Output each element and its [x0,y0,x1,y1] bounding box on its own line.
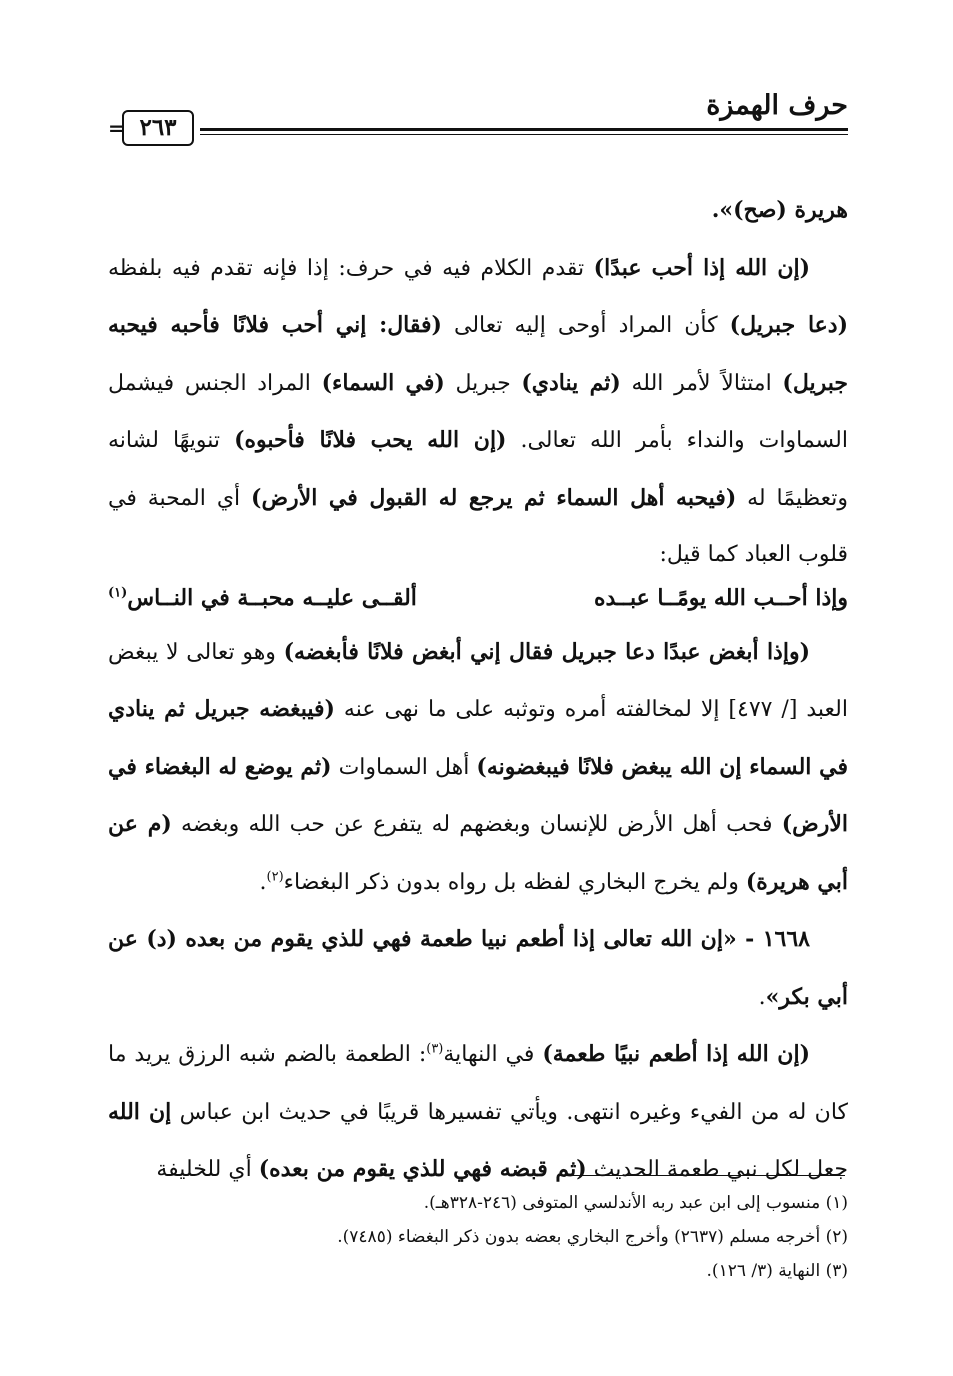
text-bold: (فقال: إني أحب فلانًا فأحبه فيحبه جبريل) [108,312,848,396]
footnote-1: (١) منسوب إلى ابن عبد ربه الأندلسي المتوفى (٢٤٦-٣٢٨هـ). [423,1193,848,1213]
text: : الطعمة بالضم شبه الرزق يريد ما كان له من الفيء وغيره انتهى. ويأتي تفسيرها قريبًا في حديث ابن عباس [108,1042,848,1125]
footnote-ref-3: (٣) [426,1041,444,1057]
text-bold: (إن الله يحب فلانًا فأحبوه) [234,427,507,453]
text: المراد الجنس فيشمل السماوات والنداء بأمر الله تعالى. [108,370,848,453]
text: أي المحبة في قلوب العباد كما قيل: [108,485,848,567]
text-bold: (ثم يوضع له البغضاء في الأرض) [108,753,848,837]
text-bold: إن الله [108,1098,172,1125]
text-bold: (في السماء) [321,369,445,396]
text-bold: (م عن أبي هريرة) [108,811,848,895]
page-number-tick: = [108,116,125,140]
text-bold: هريرة (صح)». [711,197,848,223]
text: أي للخليفة [156,1157,259,1182]
text: ولم يخرج البخاري لفظه بل رواه بدون ذكر البغضاء [283,869,746,895]
hadith-text: ١٦٦٨ - «إن الله تعالى إذا أطعم نبيا طعمة فهي للذي يقوم من بعده (د) عن أبي بكر» [108,926,848,1010]
chapter-title: حرف الهمزة [706,90,848,121]
text: تنويهًا لشانه وتعظيمًا له [108,428,848,511]
footnote-2: (٢) أخرجه مسلم (٢٦٣٧) وأخرج البخاري بعضه بدون ذكر البغضاء (٧٤٨٥). [337,1227,848,1247]
footnote-separator [565,1175,845,1176]
paragraph-2 [108,240,848,584]
main-text [108,182,848,1199]
text: تقدم الكلام فيه في حرف: إذا فإنه تقدم فيه بلفظه [108,255,594,281]
text-bold: (دعا جبريل) [729,312,849,338]
text: في النهاية [443,1042,543,1067]
text: فحب أهل الأرض للإنسان وبغضهم له يتفرع عن حب الله وبغضه [171,812,782,837]
poem-second-hemistich: ألقــى عليــه محبــة في النــاس [127,584,417,611]
text-bold: (إن الله إذا أحب عبدًا) [593,254,810,281]
paragraph-3 [108,624,848,912]
text-bold: (فيحبه أهل السماء ثم يرجع له القبول في الأرض) [251,484,737,511]
text: أهل السماوات [331,754,477,780]
text: امتثالاً لأمر الله [620,370,783,396]
footnote-3: (٣) النهاية (٣/ ١٢٦). [706,1261,848,1281]
text: . [259,869,267,895]
page-header [108,72,848,162]
text: وهو تعالى لا يبغض العبد [/ ٤٧٧] إلا لمخالفته أمره وتوثبه على ما نهى عنه [108,639,848,722]
text: جعل لكل نبي طعمة الحديث [586,1157,848,1182]
paragraph-1 [108,182,848,240]
footnote-ref-1: (١) [108,585,128,601]
page-number: ٢٦٣ [122,110,194,146]
text-bold: (فيبغضه جبريل ثم ينادي في السماء إن الله يبغض فلانًا فيبغضونه) [108,696,849,780]
text-bold: (إن الله إذا أطعم نبيًا طعمة) [542,1041,810,1067]
text-bold: (ثم ينادي) [521,369,621,396]
poem-first-hemistich: وإذا أحــب الله يومًــا عبــده [594,584,848,611]
header-rule-thick [200,128,848,131]
paragraph-4-hadith [108,911,848,1026]
paragraph-5 [108,1026,848,1199]
footnotes [108,1186,848,1288]
header-rule-thin [200,134,848,135]
poem-second-hemistich-wrap [108,576,417,620]
text-bold: (ثم قبضه فهي للذي يقوم من بعده) [258,1156,587,1182]
poem-verse [108,576,848,620]
text: . [758,984,766,1010]
text: جبريل [444,370,522,396]
footnote-ref-2: (٢) [266,869,284,885]
text: كأن المراد أوحى إليه تعالى [441,313,730,338]
text-bold: (وإذا أبغض عبدًا دعا جبريل فقال إني أبغض فلانًا فأبغضه) [283,638,811,665]
